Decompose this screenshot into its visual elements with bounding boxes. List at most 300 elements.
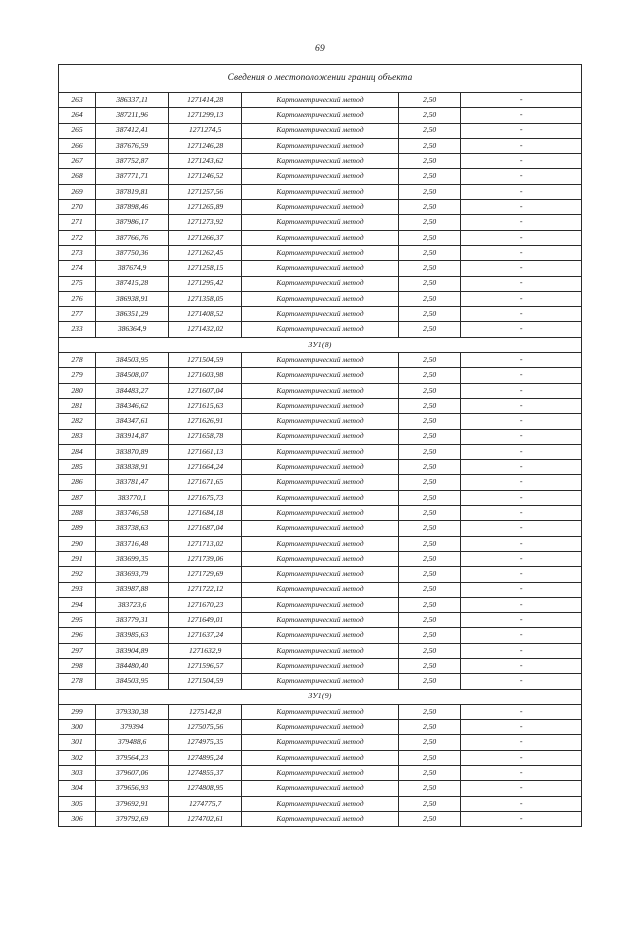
determination-method: Картометрический метод	[242, 628, 399, 643]
determination-method: Картометрический метод	[242, 781, 399, 796]
position-error: 2,50	[398, 643, 461, 658]
note-cell: -	[461, 261, 581, 276]
point-number: 272	[59, 230, 96, 245]
coordinate-x: 387986,17	[96, 215, 169, 230]
point-number: 285	[59, 460, 96, 475]
note-cell: -	[461, 291, 581, 306]
coordinate-y: 1271273,92	[169, 215, 242, 230]
coordinate-x: 387211,96	[96, 108, 169, 123]
coordinate-y: 1271739,06	[169, 551, 242, 566]
determination-method: Картометрический метод	[242, 720, 399, 735]
table-row	[59, 521, 581, 536]
table-row	[59, 444, 581, 459]
coordinate-x: 383738,63	[96, 521, 169, 536]
point-number: 295	[59, 613, 96, 628]
table-row	[59, 811, 581, 826]
note-cell: -	[461, 200, 581, 215]
note-cell: -	[519, 813, 523, 823]
determination-method: Картометрический метод	[242, 398, 399, 413]
coordinate-x: 387415,28	[96, 276, 169, 291]
note-cell: -	[461, 245, 581, 260]
determination-method: Картометрический метод	[242, 551, 399, 566]
determination-method: Картометрический метод	[242, 674, 399, 689]
note-cell: -	[461, 93, 581, 108]
coordinate-x: 386351,29	[96, 307, 169, 322]
determination-method: Картометрический метод	[242, 613, 399, 628]
position-error: 2,50	[398, 444, 461, 459]
coordinate-y: 1271687,04	[169, 521, 242, 536]
point-number: 269	[59, 184, 96, 199]
determination-method: Картометрический метод	[242, 750, 399, 765]
coordinate-y: 1271299,13	[169, 108, 242, 123]
point-number: 296	[59, 628, 96, 643]
position-error: 2,50	[398, 138, 461, 153]
coordinates-table-body	[59, 93, 581, 826]
point-number: 297	[59, 643, 96, 658]
coordinate-y: 1271664,24	[169, 460, 242, 475]
coordinate-y: 1274702,61	[169, 811, 242, 826]
point-number: 271	[59, 215, 96, 230]
position-error: 2,50	[398, 368, 461, 383]
document-title: Сведения о местоположении границ объекта	[59, 65, 581, 93]
table-row	[59, 368, 581, 383]
note-cell: -	[461, 551, 581, 566]
coordinate-x: 383838,91	[96, 460, 169, 475]
note-cell: -	[461, 123, 581, 138]
determination-method: Картометрический метод	[242, 536, 399, 551]
table-row	[59, 781, 581, 796]
table-row	[59, 582, 581, 597]
position-error: 2,50	[398, 184, 461, 199]
position-error: 2,50	[398, 582, 461, 597]
coordinate-y: 1271671,65	[169, 475, 242, 490]
point-number: 281	[59, 398, 96, 413]
table-row	[59, 429, 581, 444]
determination-method: Картометрический метод	[242, 261, 399, 276]
table-row	[59, 628, 581, 643]
position-error: 2,50	[398, 674, 461, 689]
coordinate-y: 1271504,59	[169, 353, 242, 368]
coordinate-y: 1271257,56	[169, 184, 242, 199]
determination-method: Картометрический метод	[242, 796, 399, 811]
coordinate-x: 383781,47	[96, 475, 169, 490]
position-error: 2,50	[398, 811, 461, 826]
note-cell: -	[461, 735, 581, 750]
point-number: 303	[59, 766, 96, 781]
note-cell: -	[461, 490, 581, 505]
determination-method: Картометрический метод	[242, 506, 399, 521]
point-number: 300	[59, 720, 96, 735]
table-row	[59, 123, 581, 138]
position-error: 2,50	[398, 460, 461, 475]
table-row	[59, 460, 581, 475]
table-row	[59, 536, 581, 551]
coordinate-y: 1271603,98	[169, 368, 242, 383]
note-cell: -	[461, 276, 581, 291]
table-row	[59, 704, 581, 719]
point-number: 278	[59, 353, 96, 368]
table-row	[59, 307, 581, 322]
note-cell: -	[461, 154, 581, 169]
table-row	[59, 322, 581, 337]
determination-method: Картометрический метод	[242, 169, 399, 184]
table-row	[59, 735, 581, 750]
note-cell: -	[461, 597, 581, 612]
determination-method: Картометрический метод	[242, 368, 399, 383]
note-cell: -	[461, 414, 581, 429]
position-error: 2,50	[398, 108, 461, 123]
position-error: 2,50	[398, 245, 461, 260]
table-row	[59, 567, 581, 582]
coordinate-y: 1271243,62	[169, 154, 242, 169]
note-cell: -	[461, 108, 581, 123]
coordinate-y: 1271266,37	[169, 230, 242, 245]
coordinate-x: 383699,35	[96, 551, 169, 566]
coordinate-x: 379656,93	[96, 781, 169, 796]
coordinate-x: 384503,95	[96, 353, 169, 368]
point-number: 283	[59, 429, 96, 444]
coordinate-x: 384346,62	[96, 398, 169, 413]
point-number: 277	[59, 307, 96, 322]
table-row	[59, 200, 581, 215]
coordinate-x: 383904,89	[96, 643, 169, 658]
coordinate-x: 383716,48	[96, 536, 169, 551]
coordinate-y: 1274855,37	[169, 766, 242, 781]
coordinate-x: 387752,87	[96, 154, 169, 169]
table-row	[59, 93, 581, 108]
table-row	[59, 490, 581, 505]
position-error: 2,50	[398, 750, 461, 765]
coordinate-x: 379607,06	[96, 766, 169, 781]
coordinate-x: 384483,27	[96, 383, 169, 398]
table-row	[59, 796, 581, 811]
coordinate-x: 379692,91	[96, 796, 169, 811]
table-section-row	[59, 337, 581, 352]
table-row	[59, 750, 581, 765]
table-row	[59, 245, 581, 260]
coordinate-y: 1271246,52	[169, 169, 242, 184]
determination-method: Картометрический метод	[242, 154, 399, 169]
table-row	[59, 613, 581, 628]
note-cell: -	[461, 521, 581, 536]
coordinate-y: 1271670,23	[169, 597, 242, 612]
page-number: 69	[314, 44, 326, 54]
determination-method: Картометрический метод	[242, 460, 399, 475]
position-error: 2,50	[398, 475, 461, 490]
coordinate-x: 386364,9	[96, 322, 169, 337]
coordinate-x: 387676,59	[96, 138, 169, 153]
coordinate-y: 1271504,59	[169, 674, 242, 689]
determination-method: Картометрический метод	[242, 276, 399, 291]
coordinate-x: 384508,07	[96, 368, 169, 383]
point-number: 263	[59, 93, 96, 108]
point-number: 282	[59, 414, 96, 429]
position-error: 2,50	[398, 704, 461, 719]
point-number: 268	[59, 169, 96, 184]
table-row	[59, 276, 581, 291]
table-row	[59, 674, 581, 689]
point-number: 264	[59, 108, 96, 123]
coordinate-y: 1271262,45	[169, 245, 242, 260]
determination-method: Картометрический метод	[242, 245, 399, 260]
determination-method: Картометрический метод	[242, 704, 399, 719]
coordinate-y: 1271414,28	[169, 93, 242, 108]
note-cell: -	[461, 353, 581, 368]
point-number: 289	[59, 521, 96, 536]
table-row	[59, 138, 581, 153]
coordinate-y: 1271729,69	[169, 567, 242, 582]
coordinate-y: 1271722,12	[169, 582, 242, 597]
point-number: 265	[59, 123, 96, 138]
determination-method: Картометрический метод	[242, 353, 399, 368]
coordinate-y: 1274808,95	[169, 781, 242, 796]
coordinate-y: 1271637,24	[169, 628, 242, 643]
note-cell: -	[461, 766, 581, 781]
point-number: 287	[59, 490, 96, 505]
determination-method: Картометрический метод	[242, 643, 399, 658]
position-error: 2,50	[398, 796, 461, 811]
point-number: 266	[59, 138, 96, 153]
coordinate-x: 379792,69	[96, 811, 169, 826]
coordinate-x: 384480,40	[96, 658, 169, 673]
note-cell: -	[461, 643, 581, 658]
coordinate-x: 383985,63	[96, 628, 169, 643]
coordinate-x: 387898,46	[96, 200, 169, 215]
position-error: 2,50	[398, 429, 461, 444]
note-cell: -	[461, 429, 581, 444]
coordinate-x: 386337,11	[96, 93, 169, 108]
position-error: 2,50	[398, 123, 461, 138]
determination-method: Картометрический метод	[242, 475, 399, 490]
table-row	[59, 169, 581, 184]
coordinate-x: 379330,38	[96, 704, 169, 719]
coordinate-y: 1271658,78	[169, 429, 242, 444]
coordinate-x: 384347,61	[96, 414, 169, 429]
coordinate-x: 387750,36	[96, 245, 169, 260]
document-frame	[58, 64, 582, 827]
coordinate-y: 1271408,52	[169, 307, 242, 322]
coordinate-x: 387771,71	[96, 169, 169, 184]
determination-method: Картометрический метод	[242, 184, 399, 199]
position-error: 2,50	[398, 628, 461, 643]
coordinate-y: 1274895,24	[169, 750, 242, 765]
determination-method: Картометрический метод	[242, 521, 399, 536]
note-cell: -	[461, 628, 581, 643]
table-row	[59, 506, 581, 521]
determination-method: Картометрический метод	[242, 735, 399, 750]
determination-method: Картометрический метод	[242, 138, 399, 153]
determination-method: Картометрический метод	[242, 429, 399, 444]
coordinate-x: 379564,23	[96, 750, 169, 765]
position-error: 2,50	[398, 613, 461, 628]
coordinate-y: 1271265,89	[169, 200, 242, 215]
position-error: 2,50	[398, 766, 461, 781]
coordinate-y: 1271626,91	[169, 414, 242, 429]
position-error: 2,50	[398, 781, 461, 796]
point-number: 233	[59, 322, 96, 337]
coordinate-y: 1271615,63	[169, 398, 242, 413]
point-number: 276	[59, 291, 96, 306]
note-cell: -	[461, 536, 581, 551]
coordinate-x: 379394	[96, 720, 169, 735]
determination-method: Картометрический метод	[242, 490, 399, 505]
position-error: 2,50	[398, 567, 461, 582]
note-cell: -	[461, 582, 581, 597]
coordinate-y: 1271684,18	[169, 506, 242, 521]
table-row	[59, 383, 581, 398]
table-row	[59, 353, 581, 368]
position-error: 2,50	[398, 735, 461, 750]
coordinate-x: 387766,76	[96, 230, 169, 245]
point-number: 302	[59, 750, 96, 765]
point-number: 305	[59, 796, 96, 811]
point-number: 294	[59, 597, 96, 612]
determination-method: Картометрический метод	[242, 597, 399, 612]
position-error: 2,50	[398, 383, 461, 398]
coordinate-x: 379488,6	[96, 735, 169, 750]
table-section-row	[59, 689, 581, 704]
position-error: 2,50	[398, 536, 461, 551]
table-row	[59, 154, 581, 169]
point-number: 267	[59, 154, 96, 169]
point-number: 284	[59, 444, 96, 459]
table-row	[59, 414, 581, 429]
note-cell: -	[461, 613, 581, 628]
point-number: 301	[59, 735, 96, 750]
document-page	[0, 44, 640, 949]
position-error: 2,50	[398, 506, 461, 521]
point-number: 274	[59, 261, 96, 276]
table-row	[59, 766, 581, 781]
coordinate-x: 383870,89	[96, 444, 169, 459]
point-number: 290	[59, 536, 96, 551]
determination-method: Картометрический метод	[242, 108, 399, 123]
determination-method: Картометрический метод	[242, 291, 399, 306]
note-cell: -	[461, 138, 581, 153]
coordinate-y: 1271258,15	[169, 261, 242, 276]
determination-method: Картометрический метод	[242, 811, 399, 826]
point-number: 299	[59, 704, 96, 719]
coordinate-y: 1271432,02	[169, 322, 242, 337]
determination-method: Картометрический метод	[242, 766, 399, 781]
point-number: 273	[59, 245, 96, 260]
table-row	[59, 720, 581, 735]
position-error: 2,50	[398, 353, 461, 368]
note-cell: -	[461, 750, 581, 765]
coordinate-x: 387819,81	[96, 184, 169, 199]
table-row	[59, 215, 581, 230]
determination-method: Картометрический метод	[242, 200, 399, 215]
coordinate-y: 1271295,42	[169, 276, 242, 291]
determination-method: Картометрический метод	[242, 444, 399, 459]
table-row	[59, 230, 581, 245]
point-number: 291	[59, 551, 96, 566]
coordinate-x: 383746,58	[96, 506, 169, 521]
note-cell: -	[461, 230, 581, 245]
table-row	[59, 643, 581, 658]
determination-method: Картометрический метод	[242, 322, 399, 337]
determination-method: Картометрический метод	[242, 414, 399, 429]
point-number: 278	[59, 674, 96, 689]
note-cell: -	[461, 475, 581, 490]
point-number: 298	[59, 658, 96, 673]
point-number: 293	[59, 582, 96, 597]
note-cell: -	[461, 184, 581, 199]
position-error: 2,50	[398, 291, 461, 306]
table-row	[59, 551, 581, 566]
coordinate-y: 1271274,5	[169, 123, 242, 138]
point-number: 304	[59, 781, 96, 796]
point-number: 279	[59, 368, 96, 383]
note-cell: -	[461, 781, 581, 796]
table-row	[59, 291, 581, 306]
determination-method: Картометрический метод	[242, 567, 399, 582]
determination-method: Картометрический метод	[242, 307, 399, 322]
determination-method: Картометрический метод	[242, 230, 399, 245]
position-error: 2,50	[398, 398, 461, 413]
position-error: 2,50	[398, 551, 461, 566]
position-error: 2,50	[398, 93, 461, 108]
note-cell: -	[461, 567, 581, 582]
coordinate-y: 1271675,73	[169, 490, 242, 505]
determination-method: Картометрический метод	[242, 93, 399, 108]
note-cell: -	[461, 322, 581, 337]
coordinates-table	[59, 93, 581, 826]
point-number: 280	[59, 383, 96, 398]
note-cell: -	[461, 460, 581, 475]
position-error: 2,50	[398, 200, 461, 215]
position-error: 2,50	[398, 307, 461, 322]
position-error: 2,50	[398, 169, 461, 184]
table-row	[59, 398, 581, 413]
coordinate-y: 1275142,8	[169, 704, 242, 719]
note-cell: -	[461, 658, 581, 673]
note-cell: -	[461, 398, 581, 413]
position-error: 2,50	[398, 597, 461, 612]
coordinate-y: 1271596,57	[169, 658, 242, 673]
determination-method: Картометрический метод	[242, 215, 399, 230]
determination-method: Картометрический метод	[242, 658, 399, 673]
table-row	[59, 184, 581, 199]
position-error: 2,50	[398, 276, 461, 291]
coordinate-y: 1274775,7	[169, 796, 242, 811]
coordinate-x: 383779,31	[96, 613, 169, 628]
coordinate-x: 386938,91	[96, 291, 169, 306]
table-row	[59, 261, 581, 276]
position-error: 2,50	[398, 322, 461, 337]
coordinate-y: 1274975,35	[169, 735, 242, 750]
point-number: 292	[59, 567, 96, 582]
table-row	[59, 597, 581, 612]
point-number: 286	[59, 475, 96, 490]
coordinate-x: 383770,1	[96, 490, 169, 505]
coordinate-x: 383693,79	[96, 567, 169, 582]
position-error: 2,50	[398, 261, 461, 276]
point-number: 306	[59, 811, 96, 826]
coordinate-x: 384503,95	[96, 674, 169, 689]
note-cell: -	[461, 307, 581, 322]
note-cell: -	[461, 704, 581, 719]
section-label: ЗУ1(9)	[59, 689, 581, 704]
table-row	[59, 108, 581, 123]
note-cell: -	[461, 506, 581, 521]
position-error: 2,50	[398, 230, 461, 245]
point-number: 288	[59, 506, 96, 521]
coordinate-y: 1271607,04	[169, 383, 242, 398]
coordinate-y: 1271632,9	[169, 643, 242, 658]
note-cell: -	[461, 169, 581, 184]
position-error: 2,50	[398, 521, 461, 536]
